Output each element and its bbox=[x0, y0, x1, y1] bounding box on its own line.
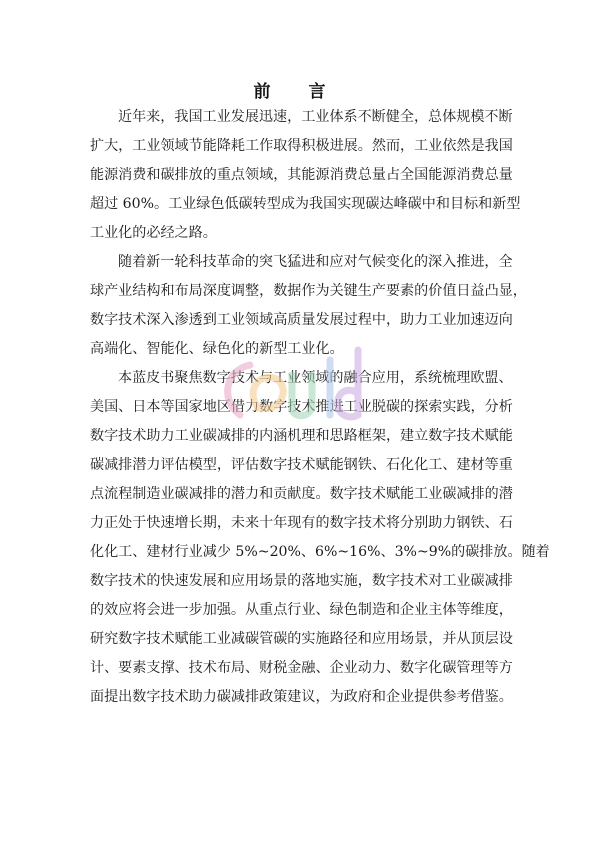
text-line: 美国、日本等国家地区借力数字技术推进工业脱碳的探索实践，分析 bbox=[90, 399, 513, 415]
text-line: 力正处于快速增长期，未来十年现有的数字技术将分别助力钢铁、石 bbox=[90, 515, 513, 531]
text-line: 计、要素支撑、技术布局、财税金融、企业动力、数字化碳管理等方 bbox=[90, 660, 513, 676]
text-line: 工业化的必经之路。 bbox=[90, 225, 217, 241]
text-line: 点流程制造业碳减排的潜力和贡献度。数字技术赋能工业碳减排的潜 bbox=[90, 486, 513, 502]
text-line: 数字技术的快速发展和应用场景的落地实施，数字技术对工业碳减排 bbox=[90, 573, 513, 589]
text-line: 碳减排潜力评估模型，评估数字技术赋能钢铁、石化化工、建材等重 bbox=[90, 457, 513, 473]
text-line: 超过 60%。工业绿色低碳转型成为我国实现碳达峰碳中和目标和新型 bbox=[90, 196, 521, 212]
text-line: 化化工、建材行业减少 5%~20%、6%~16%、3%~9%的碳排放。随着 bbox=[90, 544, 550, 560]
text-line: 近年来，我国工业发展迅速，工业体系不断健全，总体规模不断 bbox=[118, 109, 513, 125]
text-line: 的效应将会进一步加强。从重点行业、绿色制造和企业主体等维度， bbox=[90, 602, 513, 618]
text-line: 扩大，工业领域节能降耗工作取得积极进展。然而，工业依然是我国 bbox=[90, 138, 513, 154]
text-line: 面提出数字技术助力碳减排政策建议，为政府和企业提供参考借鉴。 bbox=[90, 689, 513, 705]
text-line: 研究数字技术赋能工业减碳管碳的实施路径和应用场景，并从顶层设 bbox=[90, 631, 513, 647]
text-line: 能源消费和碳排放的重点领域，其能源消费总量占全国能源消费总量 bbox=[90, 167, 513, 183]
text-line: 本蓝皮书聚焦数字技术与工业领域的融合应用，系统梳理欧盟、 bbox=[118, 370, 513, 386]
text-line: 数字技术深入渗透到工业领域高质量发展过程中，助力工业加速迈向 bbox=[90, 312, 513, 328]
text-line: 球产业结构和布局深度调整，数据作为关键生产要素的价值日益凸显， bbox=[90, 283, 527, 299]
text-line: 随着新一轮科技革命的突飞猛进和应对气候变化的深入推进，全 bbox=[118, 254, 513, 270]
text-line: 高端化、智能化、绿色化的新型工业化。 bbox=[90, 341, 344, 357]
page-title: 前 言 bbox=[253, 82, 342, 102]
text-line: 数字技术助力工业碳减排的内涵机理和思路框架，建立数字技术赋能 bbox=[90, 428, 513, 444]
